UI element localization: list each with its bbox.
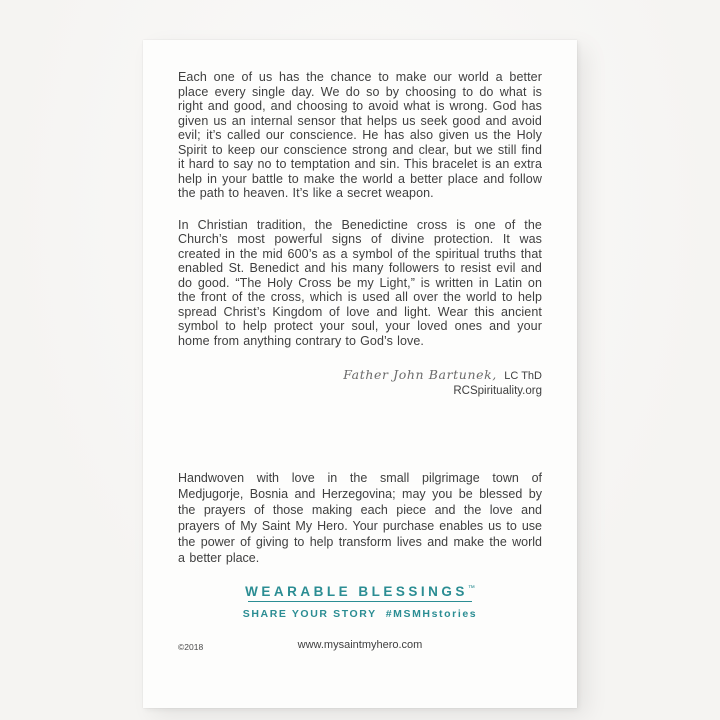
trademark-symbol: ™ <box>467 585 475 592</box>
signature-name: Father John Bartunek, <box>343 367 497 382</box>
footer-website: www.mysaintmyhero.com <box>297 639 423 651</box>
mission-paragraph: Handwoven with love in the small pilgrimage town of Medjugorje, Bosnia and Herzegovina; may you be blessed by the prayers of those making each piece and the love and prayers of My Saint My Hero. Your purchase enables us to use the power of giving to help transform lives and make the world a better place. <box>178 471 542 565</box>
card-footer <box>178 639 542 653</box>
signature-website: RCSpirituality.org <box>453 385 542 397</box>
history-paragraph: In Christian tradition, the Benedictine cross is one of the Church’s most powerful signs of divine protection. It was created in the mid 600’s as a symbol of the spiritual truths that enabled St. Benedict and his many followers to resist evil and do good. “The Holy Cross be my Light,” is written in Latin on the front of the cross, which is used all over the world to help spread Christ’s Kingdom of love and light. Wear this ancient symbol to help protect your soul, your loved ones and your home from anything contrary to God’s love. <box>178 217 542 348</box>
insert-card <box>143 40 577 708</box>
wordmark: WEARABLE BLESSINGS <box>245 584 468 599</box>
wordmark-underline <box>248 601 472 602</box>
hashtag: #MSMHstories <box>385 608 478 620</box>
tagline-row <box>178 608 542 620</box>
signature-line <box>178 368 542 383</box>
copyright: ©2018 <box>178 642 204 652</box>
wordmark-row <box>178 581 542 600</box>
tagline: SHARE YOUR STORY <box>242 608 377 620</box>
card-content <box>143 40 577 653</box>
brand-block <box>178 581 542 620</box>
signature-credentials: LC ThD <box>504 370 542 382</box>
intro-paragraph: Each one of us has the chance to make our world a better place every single day. We do so by choosing to do what is right and good, and choosing to avoid what is wrong. God has given us an internal sensor that helps us seek good and avoid evil; it’s called our conscience. He has also given us the Holy Spirit to keep our conscience strong and clear, but we still find it hard to say no to temptation and sin. This bracelet is an extra help in your battle to make the world a better place and follow the path to heaven. It’s like a secret weapon. <box>178 70 542 200</box>
signature-block <box>178 368 542 398</box>
